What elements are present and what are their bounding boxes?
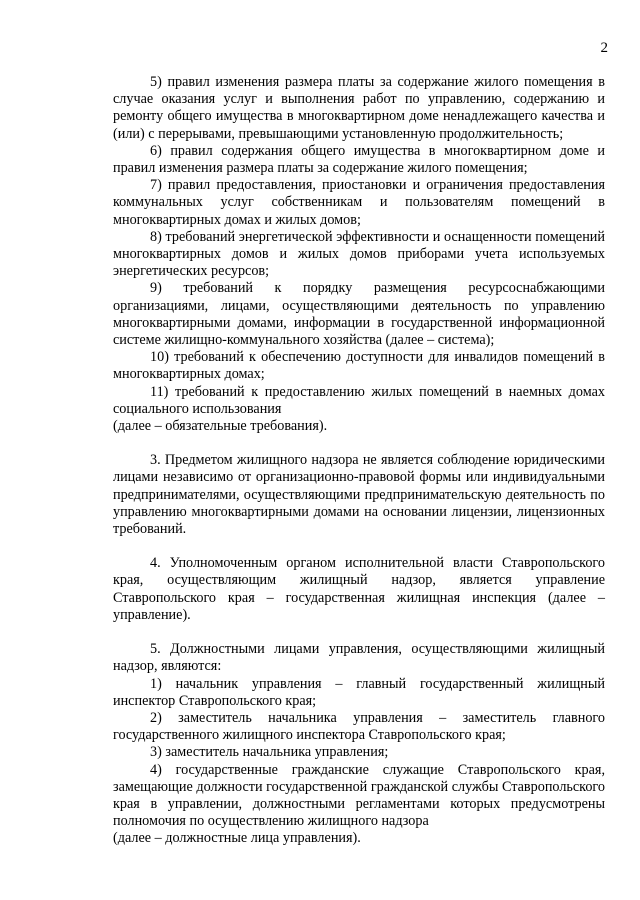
section-spacer [113, 538, 605, 555]
official-item-4: 4) государственные гражданские служащие Ставропольского края, замещающие должности государственной гражданской службы Ставропольского края в управлении, должностными регламентами которых предусмотрены полномочия по осуществлению жилищного надзора [113, 761, 605, 830]
paragraph-item-8: 8) требований энергетической эффективности и оснащенности помещений многоквартирных домов и жилых домов приборами учета используемых энергетических ресурсов; [113, 228, 605, 280]
paragraph-item-5: 5) правил изменения размера платы за содержание жилого помещения в случае оказания услуг и выполнения работ по управлению, содержанию и ремонту общего имущества в многоквартирном доме ненадлежащего качества и (или) с перерывами, превышающими установленную продолжительность; [113, 74, 605, 142]
document-body [113, 74, 605, 848]
paragraph-item-11: 11) требований к предоставлению жилых помещений в наемных домах социального использования [113, 383, 605, 417]
section-5: 5. Должностными лицами управления, осуществляющими жилищный надзор, являются: [113, 641, 605, 675]
section-4: 4. Уполномоченным органом исполнительной власти Ставропольского края, осуществляющим жилищный надзор, является управление Ставропольского края – государственная жилищная инспекция (далее – управление). [113, 555, 605, 623]
section-spacer [113, 435, 605, 452]
official-item-2: 2) заместитель начальника управления – заместитель главного государственного жилищного инспектора Ставропольского края; [113, 709, 605, 744]
paragraph-definition: (далее – обязательные требования). [113, 418, 328, 435]
paragraph-item-7: 7) правил предоставления, приостановки и ограничения предоставления коммунальных услуг собственникам и пользователям помещений в многоквартирных домах и жилых домов; [113, 177, 605, 228]
officials-definition: (далее – должностные лица управления). [113, 830, 361, 847]
paragraph-item-6: 6) правил содержания общего имущества в многоквартирном доме и правил изменения размера платы за содержание жилого помещения; [113, 142, 605, 177]
page-number: 2 [600, 40, 608, 56]
paragraph-item-9: 9) требований к порядку размещения ресурсоснабжающими организациями, лицами, осуществляющими деятельность по управлению многоквартирными домами, информации в государственной информационной системе жилищно-коммунального хозяйства (далее – система); [113, 280, 605, 349]
paragraph-item-10: 10) требований к обеспечению доступности для инвалидов помещений в многоквартирных домах; [113, 349, 605, 383]
section-spacer [113, 624, 605, 641]
official-item-3: 3) заместитель начальника управления; [150, 744, 389, 761]
section-3: 3. Предметом жилищного надзора не является соблюдение юридическими лицами независимо от организационно-правовой формы или индивидуальными предпринимателями, осуществляющими предпринимательскую деятельность по управлению многоквартирными домами на основании лицензии, лицензионных требований. [113, 452, 605, 538]
official-item-1: 1) начальник управления – главный государственный жилищный инспектор Ставропольского края; [113, 675, 605, 709]
